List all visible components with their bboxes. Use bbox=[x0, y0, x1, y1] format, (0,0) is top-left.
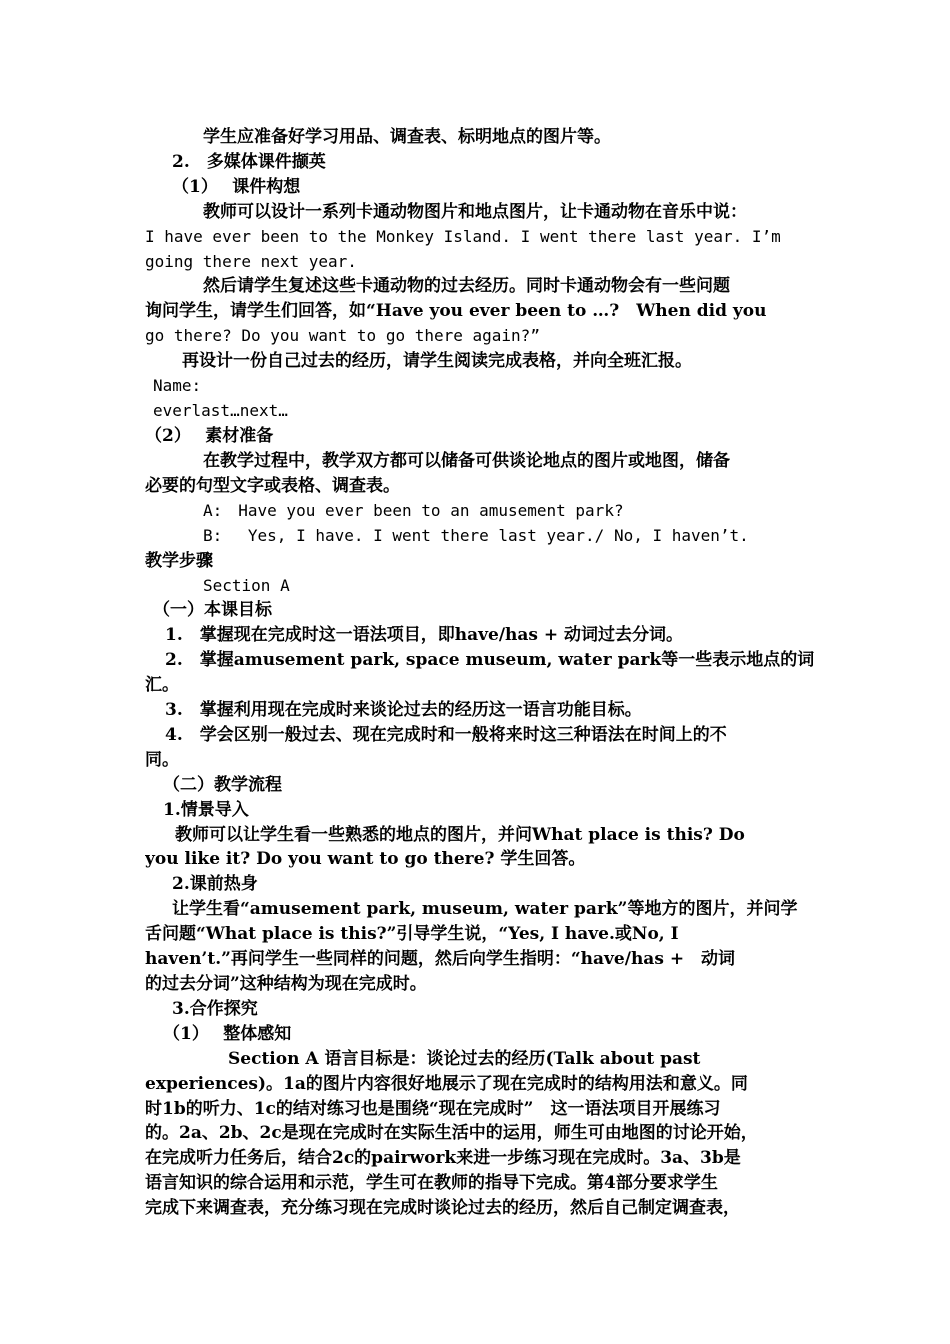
text-line: 询问学生，请学生们回答，如“Have you ever been to …? When did you bbox=[145, 301, 767, 321]
section-heading: Section A bbox=[203, 576, 290, 595]
subsection-heading: （2） 素材准备 bbox=[145, 426, 274, 446]
subsection-heading: 3.合作探究 bbox=[172, 999, 258, 1019]
text-line: 教师可以设计一系列卡通动物图片和地点图片，让卡通动物在音乐中说： bbox=[203, 202, 747, 222]
text-line: 让学生看“amusement park, museum, water park”等地方的图片，并问学 bbox=[172, 899, 798, 919]
subsection-heading: （二）教学流程 bbox=[163, 775, 282, 795]
section-heading: 2. 多媒体课件撷英 bbox=[172, 152, 326, 172]
text-line: 完成下来调查表，充分练习现在完成时谈论过去的经历，然后自己制定调查表， bbox=[145, 1198, 740, 1218]
subsection-heading: （1） 整体感知 bbox=[163, 1024, 292, 1044]
text-line: 同。 bbox=[145, 750, 179, 770]
list-item: 1. 掌握现在完成时这一语法项目，即have/has + 动词过去分词。 bbox=[165, 625, 684, 645]
text-line: 学生应准备好学习用品、调查表、标明地点的图片等。 bbox=[203, 127, 611, 147]
text-line: 语言知识的综合运用和示范，学生可在教师的指导下完成。第4部分要求学生 bbox=[145, 1173, 718, 1193]
list-item: 4. 学会区别一般过去、现在完成时和一般将来时这三种语法在时间上的不 bbox=[165, 725, 727, 745]
text-line: experiences)。1a的图片内容很好地展示了现在完成时的结构用法和意义。同 bbox=[145, 1074, 748, 1094]
text-line: 的过去分词”这种结构为现在完成时。 bbox=[145, 974, 427, 994]
dialogue-line: B: Yes, I have. I went there last year./ No, I haven’t. bbox=[203, 526, 749, 545]
subsection-heading: （1） 课件构想 bbox=[172, 177, 301, 197]
text-line: 的。2a、2b、2c是现在完成时在实际生活中的运用，师生可由地图的讨论开始， bbox=[145, 1123, 758, 1143]
text-line: 然后请学生复述这些卡通动物的过去经历。同时卡通动物会有一些问题 bbox=[203, 276, 730, 296]
text-line: going there next year. bbox=[145, 252, 357, 271]
subsection-heading: 2.课前热身 bbox=[172, 874, 258, 894]
text-line: everlast…next… bbox=[153, 401, 288, 420]
text-line: haven’t.”再问学生一些同样的问题，然后向学生指明：“have/has + 动词 bbox=[145, 949, 736, 969]
text-line: 舌问题“What place is this?”引导学生说，“Yes, I have.或No, I bbox=[145, 924, 679, 944]
text-line: Name: bbox=[153, 376, 202, 395]
dialogue-line: A: Have you ever been to an amusement park? bbox=[203, 501, 624, 520]
text-line: you like it? Do you want to go there? 学生回答。 bbox=[145, 849, 586, 869]
subsection-heading: （一）本课目标 bbox=[153, 600, 272, 620]
text-line: 再设计一份自己过去的经历，请学生阅读完成表格，并向全班汇报。 bbox=[182, 351, 692, 371]
list-item: 2. 掌握amusement park, space museum, water park等一些表示地点的词 bbox=[165, 650, 815, 670]
text-line: 必要的句型文字或表格、调查表。 bbox=[145, 476, 400, 496]
text-line: 在教学过程中，教学双方都可以储备可供谈论地点的图片或地图，储备 bbox=[203, 451, 730, 471]
text-line: 在完成听力任务后，结合2c的pairwork来进一步练习现在完成时。3a、3b是 bbox=[145, 1148, 741, 1168]
text-line: Section A 语言目标是：谈论过去的经历(Talk about past bbox=[228, 1049, 701, 1069]
text-line: go there? Do you want to go there again?” bbox=[145, 326, 540, 345]
subsection-heading: 1.情景导入 bbox=[163, 800, 249, 820]
text-line: I have ever been to the Monkey Island. I went there last year. I’m bbox=[145, 227, 781, 246]
list-item: 3. 掌握利用现在完成时来谈论过去的经历这一语言功能目标。 bbox=[165, 700, 642, 720]
text-line: 教师可以让学生看一些熟悉的地点的图片，并问What place is this? Do bbox=[175, 825, 745, 845]
section-heading: 教学步骤 bbox=[145, 551, 213, 571]
text-line: 时1b的听力、1c的结对练习也是围绕“现在完成时” 这一语法项目开展练习 bbox=[145, 1099, 721, 1119]
text-line: 汇。 bbox=[145, 675, 179, 695]
